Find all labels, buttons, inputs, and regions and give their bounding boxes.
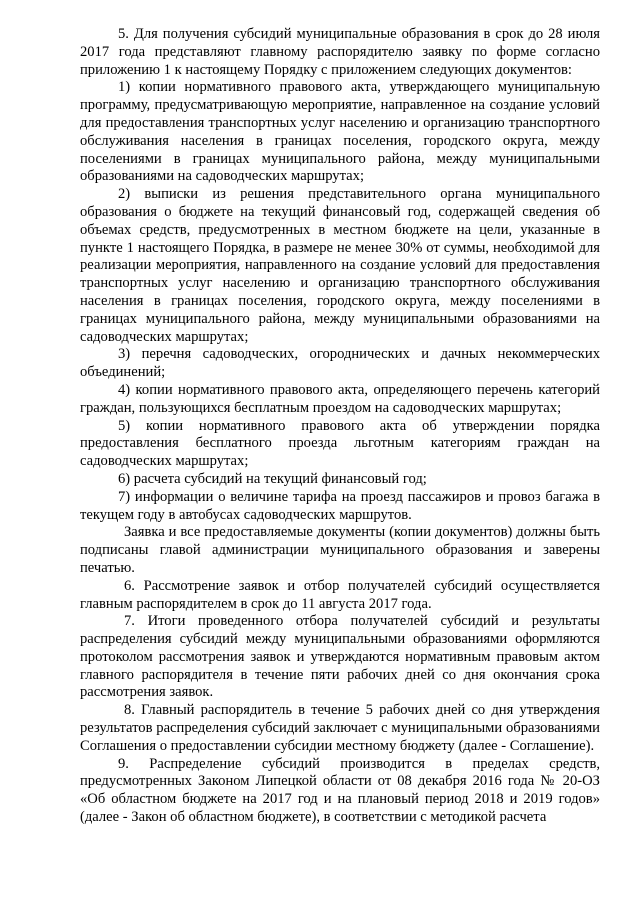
paragraph-item-6: 6. Рассмотрение заявок и отбор получателей субсидий осуществляется главным распорядителем в срок до 11 августа 2017 года.	[80, 577, 600, 612]
paragraph-item-5-intro: 5. Для получения субсидий муниципальные образования в срок до 28 июля 2017 года представляют главному распорядителю заявку по форме согласно приложению 1 к настоящему Порядку с приложением следующих документов:	[80, 26, 600, 78]
paragraph-item-9: 9. Распределение субсидий производится в пределах средств, предусмотренных Законом Липецкой области от 08 декабря 2016 года № 20-ОЗ «Об областном бюджете на 2017 год и на плановый период 2018 и 2019 годов» (далее - Закон об областном бюджете), в соответствии с методикой расчета	[80, 755, 600, 826]
list-item-7: 7) информации о величине тарифа на проезд пассажиров и провоз багажа в текущем году в автобусах садоводческих маршрутов.	[80, 488, 600, 523]
list-item-3: 3) перечня садоводческих, огороднических и дачных некоммерческих объединений;	[80, 346, 600, 381]
list-item-1: 1) копии нормативного правового акта, утверждающего муниципальную программу, предусматривающую мероприятие, направленное на создание условий для предоставления транспортных услуг населению и организацию транспортного обслуживания населения в границах поселения, городского округа, между поселениями в границах муниципального района, между муниципальными образованиями на садоводческих маршрутах;	[80, 79, 600, 185]
list-item-6: 6) расчета субсидий на текущий финансовый год;	[118, 470, 427, 487]
paragraph-signature-requirement: Заявка и все предоставляемые документы (копии документов) должны быть подписаны главой администрации муниципального образования и заверены печатью.	[80, 524, 600, 576]
paragraph-item-7: 7. Итоги проведенного отбора получателей субсидий и результаты распределения субсидий между муниципальными образованиями оформляются протоколом рассмотрения заявок и утверждаются нормативным правовым актом главного распорядителя в течение пяти рабочих дней со дня окончания срока рассмотрения заявок.	[80, 613, 600, 701]
paragraph-item-8: 8. Главный распорядитель в течение 5 рабочих дней со дня утверждения результатов распределения субсидий заключает с муниципальными образованиями Соглашения о предоставлении субсидии местному бюджету (далее - Соглашение).	[80, 702, 600, 754]
list-item-2: 2) выписки из решения представительного органа муниципального образования о бюджете на текущий финансовый год, содержащей сведения об объемах средств, предусмотренных в местном бюджете на цели, указанные в пункте 1 настоящего Порядка, в размере не менее 30% от суммы, необходимой для реализации мероприятия, направленного на создание условий для предоставления транспортных услуг населению и организацию транспортного обслуживания населения в границах поселения, городского округа, между поселениями в границах муниципального района, между муниципальными образованиями на садоводческих маршрутах;	[80, 186, 600, 345]
list-item-4: 4) копии нормативного правового акта, определяющего перечень категорий граждан, пользующихся бесплатным проездом на садоводческих маршрутах;	[80, 381, 600, 416]
list-item-5: 5) копии нормативного правового акта об утверждении порядка предоставления бесплатного проезда льготным категориям граждан на садоводческих маршрутах;	[80, 417, 600, 470]
